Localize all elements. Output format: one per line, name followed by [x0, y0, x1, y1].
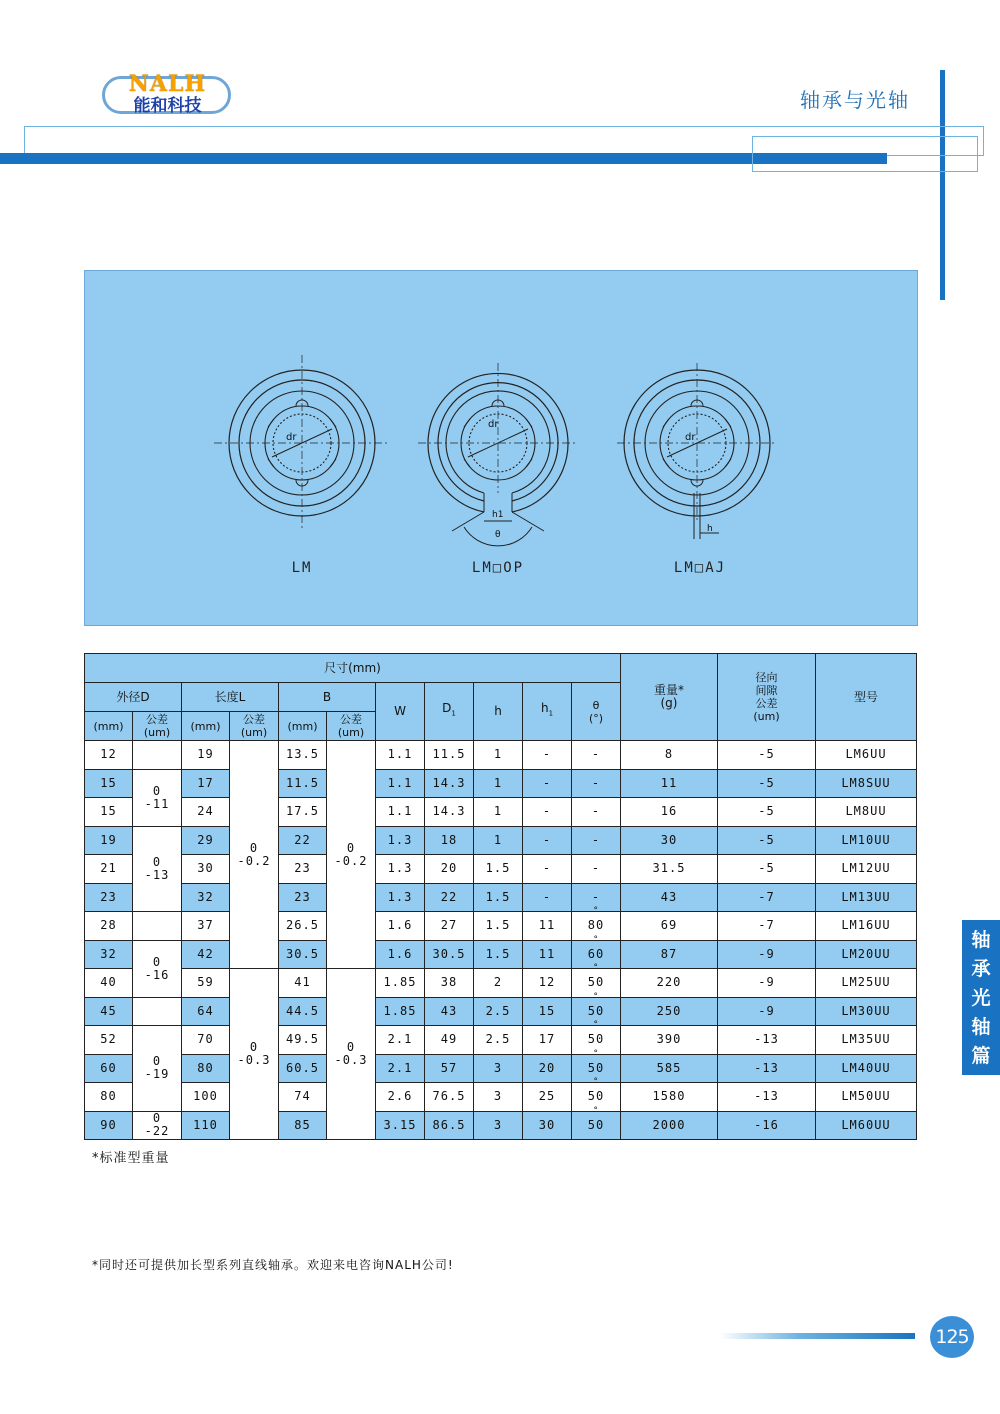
cell-theta: ° 50 — [572, 969, 621, 998]
tolerance-lower: -22 — [144, 1124, 170, 1139]
cell-outer-d: 40 — [85, 969, 133, 998]
cell-h1: 11 — [523, 940, 572, 969]
cell-h: 1 — [474, 826, 523, 855]
side-tab-char: 篇 — [971, 1045, 991, 1067]
cell-outer-d: 23 — [85, 883, 133, 912]
cell-d-tolerance — [133, 912, 182, 941]
cell-h1: 11 — [523, 912, 572, 941]
length-header: 长度L — [182, 683, 279, 712]
cell-length: 17 — [182, 769, 230, 798]
cell-length: 24 — [182, 798, 230, 827]
page-number-bar — [720, 1333, 915, 1339]
cell-d-tolerance — [133, 940, 182, 997]
cell-model: LM40UU — [816, 1054, 917, 1083]
cell-b: 30.5 — [279, 940, 327, 969]
cell-clearance: -13 — [718, 1026, 816, 1055]
cell-outer-d: 15 — [85, 769, 133, 798]
cell-d1: 27 — [425, 912, 474, 941]
footer-note: *同时还可提供加长型系列直线轴承。欢迎来电咨询NALH公司! — [92, 1258, 454, 1272]
cell-b: 26.5 — [279, 912, 327, 941]
page-number: 125 — [930, 1316, 974, 1358]
specification-table — [84, 653, 917, 1140]
cell-model: LM10UU — [816, 826, 917, 855]
cell-model: LM60UU — [816, 1111, 917, 1140]
cell-length: 80 — [182, 1054, 230, 1083]
cell-w: 1.85 — [376, 997, 425, 1026]
cell-weight: 43 — [621, 883, 718, 912]
cell-outer-d: 60 — [85, 1054, 133, 1083]
cell-theta: ° 50 — [572, 1026, 621, 1055]
cell-b: 49.5 — [279, 1026, 327, 1055]
cell-clearance: -13 — [718, 1054, 816, 1083]
tolerance-upper: 0 — [152, 783, 162, 798]
table-row — [85, 1111, 917, 1140]
weight-unit: (g) — [660, 696, 678, 710]
tolerance-upper: 0 — [346, 1040, 356, 1054]
section-title: 轴承与光轴 — [800, 88, 910, 112]
tolerance-upper: 0 — [249, 1040, 259, 1054]
cell-d-tolerance — [133, 769, 182, 826]
caption-lm-aj: LM□AJ — [673, 560, 727, 576]
cell-h1: - — [523, 883, 572, 912]
cell-w: 1.1 — [376, 769, 425, 798]
cell-h1: - — [523, 826, 572, 855]
cell-model: LM16UU — [816, 912, 917, 941]
l-tol-label: 公差 — [243, 713, 265, 726]
cell-d1: 86.5 — [425, 1111, 474, 1140]
cell-outer-d: 28 — [85, 912, 133, 941]
cell-w: 1.6 — [376, 940, 425, 969]
logo-brand-en: NALH — [128, 71, 207, 97]
cell-d-tolerance — [133, 826, 182, 912]
cell-b: 23 — [279, 883, 327, 912]
cell-d1: 20 — [425, 855, 474, 884]
cell-h: 3 — [474, 1083, 523, 1112]
h-label: h — [707, 524, 713, 534]
standard-weight-note: *标准型重量 — [92, 1151, 170, 1166]
table-row — [85, 1054, 917, 1083]
cell-w: 1.1 — [376, 798, 425, 827]
cell-h1: 20 — [523, 1054, 572, 1083]
cell-weight: 220 — [621, 969, 718, 998]
cell-length: 42 — [182, 940, 230, 969]
cell-length: 64 — [182, 997, 230, 1026]
cell-theta: - — [572, 883, 621, 912]
cell-b: 41 — [279, 969, 327, 998]
table-row — [85, 798, 917, 827]
cell-clearance: -16 — [718, 1111, 816, 1140]
cell-l-tolerance — [230, 969, 279, 1140]
cell-length: 100 — [182, 1083, 230, 1112]
nalh-logo — [100, 72, 235, 118]
side-tab-char: 轴 — [971, 929, 991, 951]
caption-lm-op: LM□OP — [471, 560, 525, 576]
cell-length: 19 — [182, 741, 230, 770]
b-tol-unit: (um) — [337, 726, 365, 739]
cell-length: 29 — [182, 826, 230, 855]
d1-sub: 1 — [451, 709, 456, 718]
tolerance-upper: 0 — [346, 840, 356, 855]
tolerance-upper: 0 — [152, 1054, 162, 1069]
cell-model: LM35UU — [816, 1026, 917, 1055]
cell-outer-d: 45 — [85, 997, 133, 1026]
cell-theta: - — [572, 798, 621, 827]
cell-model: LM20UU — [816, 940, 917, 969]
cell-theta: ° 60 — [572, 940, 621, 969]
theta-header — [572, 683, 621, 741]
cell-model: LM13UU — [816, 883, 917, 912]
cell-d-tolerance — [133, 741, 182, 770]
cell-clearance: -5 — [718, 826, 816, 855]
cell-clearance: -13 — [718, 1083, 816, 1112]
d1-label: D — [442, 701, 452, 716]
cell-model: LM30UU — [816, 997, 917, 1026]
tolerance-lower: -0.2 — [237, 853, 271, 868]
d-tol-label: 公差 — [146, 713, 168, 726]
w-header: W — [376, 683, 425, 741]
cell-w: 1.3 — [376, 855, 425, 884]
cell-clearance: -9 — [718, 997, 816, 1026]
cell-weight: 87 — [621, 940, 718, 969]
tolerance-upper: 0 — [249, 840, 259, 855]
header-frame-right — [752, 136, 978, 172]
cell-outer-d: 15 — [85, 798, 133, 827]
theta-unit: (°) — [588, 711, 604, 725]
cell-h: 1.5 — [474, 855, 523, 884]
table-row — [85, 769, 917, 798]
h-header: h — [474, 683, 523, 741]
cell-weight: 2000 — [621, 1111, 718, 1140]
cell-weight: 585 — [621, 1054, 718, 1083]
tolerance-lower: -19 — [144, 1067, 170, 1082]
cell-length: 59 — [182, 969, 230, 998]
cell-outer-d: 90 — [85, 1111, 133, 1140]
clearance-unit: (um) — [753, 710, 780, 723]
side-tab-char: 光 — [971, 987, 991, 1009]
cell-h1: - — [523, 769, 572, 798]
cell-length: 30 — [182, 855, 230, 884]
cell-model: LM8SUU — [816, 769, 917, 798]
cell-outer-d: 32 — [85, 940, 133, 969]
cell-b-tolerance — [327, 741, 376, 969]
cell-b: 11.5 — [279, 769, 327, 798]
weight-label: 重量* — [653, 683, 684, 697]
cell-outer-d: 19 — [85, 826, 133, 855]
table-row — [85, 997, 917, 1026]
cell-d1: 43 — [425, 997, 474, 1026]
cell-w: 1.1 — [376, 741, 425, 770]
cell-theta: ° 50 — [572, 1083, 621, 1112]
cell-b-tolerance — [327, 969, 376, 1140]
tolerance-lower: -0.3 — [334, 1053, 368, 1067]
cell-d1: 18 — [425, 826, 474, 855]
logo-brand-cn: 能和科技 — [133, 96, 202, 116]
cell-w: 2.1 — [376, 1026, 425, 1055]
cell-h: 3 — [474, 1111, 523, 1140]
cell-d1: 49 — [425, 1026, 474, 1055]
clearance-header — [718, 654, 816, 741]
h1-label: h1 — [492, 510, 504, 520]
tolerance-lower: -0.3 — [237, 1053, 271, 1067]
clearance-label-2: 间隙 — [755, 684, 778, 697]
l-tol-header — [230, 712, 279, 741]
cell-d-tolerance — [133, 1026, 182, 1112]
bearing-diagram-panel — [84, 270, 918, 626]
cell-h1: - — [523, 855, 572, 884]
b-tol-header — [327, 712, 376, 741]
cell-weight: 31.5 — [621, 855, 718, 884]
l-mm-header: (mm) — [182, 712, 230, 741]
cell-clearance: -5 — [718, 769, 816, 798]
cell-d1: 57 — [425, 1054, 474, 1083]
header-vertical-bar — [940, 70, 945, 300]
table-row — [85, 855, 917, 884]
cell-theta: ° 50 — [572, 1111, 621, 1140]
cell-h: 1 — [474, 769, 523, 798]
d-tol-header — [133, 712, 182, 741]
cell-d1: 38 — [425, 969, 474, 998]
cell-b: 23 — [279, 855, 327, 884]
cell-weight: 390 — [621, 1026, 718, 1055]
side-tab-char: 承 — [971, 958, 991, 980]
theta-label: θ — [592, 698, 600, 712]
table-row — [85, 969, 917, 998]
h1-header — [523, 683, 572, 741]
cell-h: 2.5 — [474, 997, 523, 1026]
cell-w: 1.3 — [376, 826, 425, 855]
caption-lm: LM — [291, 560, 313, 576]
clearance-label-1: 径向 — [755, 671, 778, 684]
cell-h1: - — [523, 741, 572, 770]
lm-drawing — [214, 355, 390, 531]
cell-w: 2.1 — [376, 1054, 425, 1083]
side-tab-char: 轴 — [971, 1016, 991, 1038]
clearance-label-3: 公差 — [755, 697, 778, 710]
cell-outer-d: 52 — [85, 1026, 133, 1055]
tolerance-upper: 0 — [152, 854, 162, 869]
cell-d1: 76.5 — [425, 1083, 474, 1112]
table-row — [85, 883, 917, 912]
table-row — [85, 940, 917, 969]
b-tol-label: 公差 — [340, 713, 362, 726]
cell-weight: 250 — [621, 997, 718, 1026]
table-row — [85, 1026, 917, 1055]
b-mm-header: (mm) — [279, 712, 327, 741]
l-tol-unit: (um) — [240, 726, 268, 739]
d1-header — [425, 683, 474, 741]
tolerance-lower: -11 — [144, 796, 170, 811]
cell-theta: ° 80 — [572, 912, 621, 941]
cell-theta: - — [572, 855, 621, 884]
cell-outer-d: 21 — [85, 855, 133, 884]
cell-l-tolerance — [230, 741, 279, 969]
cell-model: LM12UU — [816, 855, 917, 884]
cell-d1: 14.3 — [425, 769, 474, 798]
cell-b: 22 — [279, 826, 327, 855]
cell-length: 70 — [182, 1026, 230, 1055]
cell-weight: 69 — [621, 912, 718, 941]
cell-b: 74 — [279, 1083, 327, 1112]
cell-h1: - — [523, 798, 572, 827]
side-chapter-tab — [962, 920, 1000, 1075]
cell-weight: 11 — [621, 769, 718, 798]
cell-outer-d: 80 — [85, 1083, 133, 1112]
cell-d1: 22 — [425, 883, 474, 912]
cell-d-tolerance — [133, 1111, 182, 1140]
d-mm-header: (mm) — [85, 712, 133, 741]
cell-h: 1.5 — [474, 912, 523, 941]
cell-h: 1.5 — [474, 883, 523, 912]
tolerance-lower: -0.2 — [334, 853, 368, 868]
cell-h1: 30 — [523, 1111, 572, 1140]
table-row — [85, 912, 917, 941]
cell-clearance: -9 — [718, 940, 816, 969]
cell-d1: 11.5 — [425, 741, 474, 770]
cell-model: LM25UU — [816, 969, 917, 998]
cell-theta: - — [572, 741, 621, 770]
model-header: 型号 — [816, 654, 917, 741]
cell-length: 37 — [182, 912, 230, 941]
cell-h: 3 — [474, 1054, 523, 1083]
cell-w: 1.85 — [376, 969, 425, 998]
cell-theta: - — [572, 769, 621, 798]
table-row — [85, 1083, 917, 1112]
cell-h1: 25 — [523, 1083, 572, 1112]
cell-theta: ° 50 — [572, 1054, 621, 1083]
cell-h: 1.5 — [474, 940, 523, 969]
cell-clearance: -5 — [718, 798, 816, 827]
cell-model: LM6UU — [816, 741, 917, 770]
cell-w: 2.6 — [376, 1083, 425, 1112]
outer-d-header: 外径D — [85, 683, 182, 712]
cell-clearance: -7 — [718, 912, 816, 941]
cell-outer-d: 12 — [85, 741, 133, 770]
cell-w: 1.6 — [376, 912, 425, 941]
d-tol-unit: (um) — [143, 726, 171, 739]
cell-h: 2 — [474, 969, 523, 998]
cell-theta: ° 50 — [572, 997, 621, 1026]
cell-h: 1 — [474, 798, 523, 827]
table-row — [85, 741, 917, 770]
cell-clearance: -5 — [718, 741, 816, 770]
weight-header — [621, 654, 718, 741]
table-body — [85, 741, 917, 1140]
cell-d-tolerance — [133, 997, 182, 1026]
cell-weight: 1580 — [621, 1083, 718, 1112]
lm-op-drawing — [418, 363, 578, 546]
b-header: B — [279, 683, 376, 712]
size-header: 尺寸(mm) — [85, 654, 621, 683]
cell-clearance: -5 — [718, 855, 816, 884]
tolerance-lower: -16 — [144, 967, 170, 982]
tolerance-lower: -13 — [144, 867, 170, 882]
cell-d1: 14.3 — [425, 798, 474, 827]
cell-weight: 30 — [621, 826, 718, 855]
cell-theta: - — [572, 826, 621, 855]
cell-length: 32 — [182, 883, 230, 912]
cell-weight: 16 — [621, 798, 718, 827]
tolerance-upper: 0 — [152, 954, 162, 969]
tolerance-upper: 0 — [152, 1111, 162, 1126]
cell-model: LM50UU — [816, 1083, 917, 1112]
cell-length: 110 — [182, 1111, 230, 1140]
cell-clearance: -7 — [718, 883, 816, 912]
cell-weight: 8 — [621, 741, 718, 770]
cell-w: 1.3 — [376, 883, 425, 912]
cell-b: 85 — [279, 1111, 327, 1140]
cell-b: 44.5 — [279, 997, 327, 1026]
cell-h1: 15 — [523, 997, 572, 1026]
cell-h1: 17 — [523, 1026, 572, 1055]
dr-label: dr — [685, 432, 696, 443]
cell-h: 2.5 — [474, 1026, 523, 1055]
cell-h: 1 — [474, 741, 523, 770]
h1-sub: 1 — [548, 709, 554, 718]
cell-clearance: -9 — [718, 969, 816, 998]
cell-b: 17.5 — [279, 798, 327, 827]
cell-d1: 30.5 — [425, 940, 474, 969]
cell-w: 3.15 — [376, 1111, 425, 1140]
lm-aj-drawing — [617, 363, 777, 539]
cell-model: LM8UU — [816, 798, 917, 827]
dr-label: dr — [286, 432, 297, 443]
table-row — [85, 826, 917, 855]
theta-label: θ — [495, 530, 501, 540]
h1-label: h — [540, 701, 549, 716]
cell-b: 60.5 — [279, 1054, 327, 1083]
dr-label: dr — [488, 419, 499, 430]
cell-h1: 12 — [523, 969, 572, 998]
cell-b: 13.5 — [279, 741, 327, 770]
